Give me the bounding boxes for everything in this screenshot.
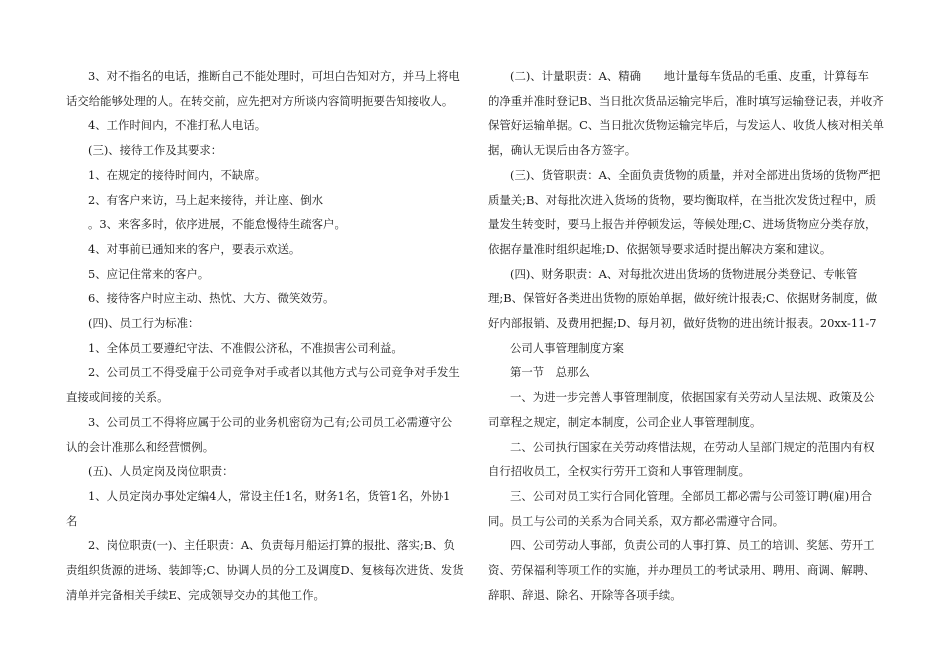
paragraph-line: 辞职、辞退、除名、开除等各项手续。	[488, 587, 682, 602]
paragraph-line: 4、对事前已通知来的客户，要表示欢送。	[88, 241, 301, 256]
paragraph-line: 保管好运输单据。C、当日批次货物运输完毕后，与发运人、收货人核对相关单	[488, 118, 884, 133]
paragraph-line: 据，确认无误后由各方签字。	[488, 143, 637, 158]
paragraph-line: 话交给能够处理的人。在转交前，应先把对方所谈内容简明扼要告知接收人。	[66, 93, 454, 108]
paragraph-line: 2、公司员工不得受雇于公司竞争对手或者以其他方式与公司竞争对手发生	[88, 365, 460, 380]
paragraph-line: 同。员工与公司的关系为合同关系，双方都必需遵守合同。	[488, 513, 785, 528]
paragraph-line: 。3、来客多时，依序进展，不能怠慢待生疏客户。	[88, 217, 346, 232]
paragraph-line: 3、公司员工不得将应属于公司的业务机密窃为己有;公司员工必需遵守公	[88, 414, 453, 429]
paragraph-line: 名	[66, 513, 78, 528]
paragraph-line: (二)、计量职责：A、精确 地计量每车货品的毛重、皮重，计算每车	[510, 69, 869, 83]
paragraph-line: 3、对不指名的电话，推断自己不能处理时，可坦白告知对方，并马上将电	[88, 69, 460, 83]
paragraph-line: 司章程之规定，制定本制度，公司企业人事管理制度。	[488, 414, 762, 429]
paragraph-line: 质量关;B、对每批次进入货场的货物，要均衡取样，在当批次发货过程中，质	[488, 192, 877, 207]
paragraph-line: 责组织货源的进场、装卸等;C、协调人员的分工及调度D、复核每次进货、发货	[66, 563, 464, 578]
paragraph-line: 6、接待客户时应主动、热忱、大方、微笑效劳。	[88, 291, 335, 306]
paragraph-line: 四、公司劳动人事部，负责公司的人事打算、员工的培训、奖惩、劳开工	[510, 538, 875, 553]
paragraph-line: 2、岗位职责(一)、主任职责：A、负责每月船运打算的报批、落实;B、负	[88, 538, 455, 553]
paragraph-line: 1、全体员工要遵纪守法、不准假公济私，不准损害公司利益。	[88, 340, 403, 355]
left-text-column	[66, 64, 466, 607]
paragraph-line: 1、在规定的接待时间内，不缺席。	[88, 167, 267, 182]
right-text-column	[488, 64, 888, 607]
document-title: 公司人事管理制度方案	[510, 340, 624, 355]
section-heading: 第一节 总那么	[510, 365, 590, 380]
paragraph-line: 自行招收员工，全权实行劳开工资和人事管理制度。	[488, 464, 750, 479]
paragraph-line: 直接或间接的关系。	[66, 390, 169, 405]
paragraph-line: 2、有客户来访，马上起来接待，并让座、倒水	[88, 192, 324, 207]
paragraph-line: 依据存量准时组织起堆;D、依据领导要求适时提出解决方案和建议。	[488, 241, 832, 256]
paragraph-line: 的净重并准时登记B、当日批次货品运输完毕后，准时填写运输登记表，并收齐	[488, 93, 884, 108]
section-heading: (四)、员工行为标准：	[88, 316, 200, 331]
paragraph-line: 量发生转变时，要马上报告并停顿发运，等候处理;C、进场货物应分类存放，	[488, 217, 877, 232]
paragraph-line: 1、人员定岗办事处定编4人，常设主任1名，财务1名，货管1名，外协1	[88, 488, 451, 503]
paragraph-line: (三)、货管职责：A、全面负责货物的质量，并对全部进出货场的货物严把	[510, 167, 881, 182]
paragraph-line: 认的会计准那么和经营惯例。	[66, 439, 215, 454]
paragraph-line: 一、为进一步完善人事管理制度，依据国家有关劳动人呈法规、政策及公	[510, 390, 875, 405]
paragraph-line: 三、公司对员工实行合同化管理。全部员工都必需与公司签订聘(雇)用合	[510, 488, 872, 503]
section-heading: (五)、人员定岗及岗位职责：	[88, 464, 234, 479]
paragraph-line: 二、公司执行国家在关劳动疼惜法规，在劳动人呈部门规定的范围内有权	[510, 439, 875, 454]
paragraph-line: 资、劳保福利等项工作的实施，并办理员工的考试录用、聘用、商调、解聘、	[488, 563, 876, 578]
paragraph-line: 5、应记住常来的客户。	[88, 266, 210, 281]
paragraph-line: 4、工作时间内，不准打私人电话。	[88, 118, 267, 133]
section-heading: (三)、接待工作及其要求：	[88, 143, 223, 158]
paragraph-line: 清单并完备相关手续E、完成领导交办的其他工作。	[66, 587, 325, 602]
paragraph-line: 理;B、保管好各类进出货物的原始单据，做好统计报表;C、依据财务制度，做	[488, 291, 878, 306]
paragraph-line: 好内部报销、及费用把握;D、每月初，做好货物的进出统计报表。20xx-11-7	[488, 316, 877, 331]
paragraph-line: (四)、财务职责：A、对每批次进出货场的货物进展分类登记、专帐管	[510, 266, 858, 281]
